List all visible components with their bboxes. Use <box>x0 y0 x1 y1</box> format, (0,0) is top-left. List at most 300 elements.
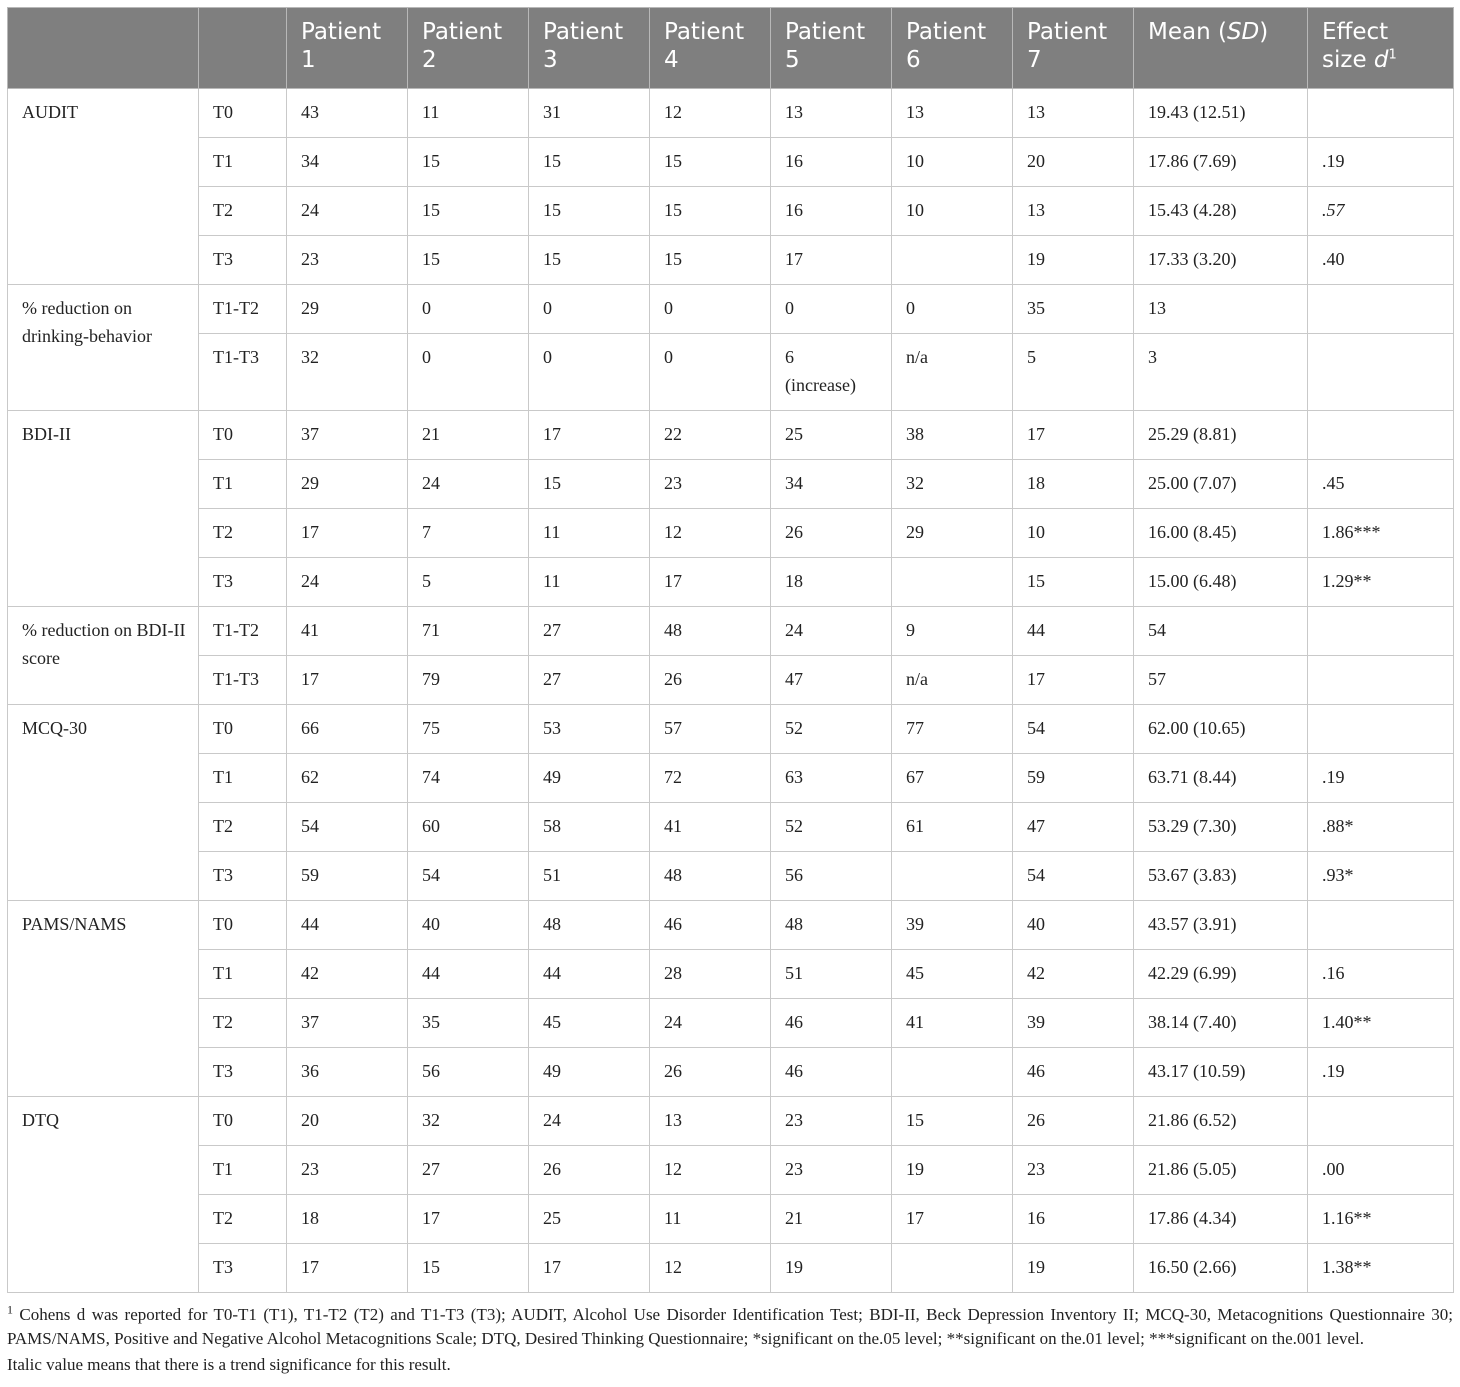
patient-5-value: 19 <box>771 1244 892 1293</box>
header-patient-1-line1: Patient <box>301 19 382 45</box>
patient-5-value: 16 <box>771 138 892 187</box>
timepoint-cell: T1-T2 <box>199 607 287 656</box>
table-row <box>8 803 1454 852</box>
effect-size-cell: .40 <box>1308 236 1454 285</box>
table-row <box>8 1097 1454 1146</box>
timepoint-cell: T1 <box>199 138 287 187</box>
patient-6-value: 13 <box>892 89 1013 138</box>
patient-6-value <box>892 236 1013 285</box>
patient-6-value: 29 <box>892 509 1013 558</box>
patient-6-value: 17 <box>892 1195 1013 1244</box>
patient-2-value: 0 <box>408 334 529 411</box>
table-row <box>8 509 1454 558</box>
measure-label: AUDIT <box>8 89 199 285</box>
mean-sd-cell: 53.67 (3.83) <box>1134 852 1308 901</box>
patient-1-value: 36 <box>287 1048 408 1097</box>
effect-size-cell: .19 <box>1308 754 1454 803</box>
effect-size-cell: .19 <box>1308 138 1454 187</box>
patient-5-value: 6 (increase) <box>771 334 892 411</box>
measure-label: BDI-II <box>8 411 199 607</box>
header-mean-post: ) <box>1259 19 1269 45</box>
effect-size-cell <box>1308 705 1454 754</box>
patient-7-value: 46 <box>1013 1048 1134 1097</box>
patient-2-value: 35 <box>408 999 529 1048</box>
patient-6-value: 67 <box>892 754 1013 803</box>
table-row <box>8 138 1454 187</box>
timepoint-cell: T3 <box>199 558 287 607</box>
timepoint-cell: T1-T3 <box>199 334 287 411</box>
mean-sd-cell: 54 <box>1134 607 1308 656</box>
table-row <box>8 236 1454 285</box>
patient-7-value: 16 <box>1013 1195 1134 1244</box>
mean-sd-cell: 38.14 (7.40) <box>1134 999 1308 1048</box>
timepoint-cell: T3 <box>199 1048 287 1097</box>
patient-3-value: 48 <box>529 901 650 950</box>
patient-3-value: 27 <box>529 656 650 705</box>
header-patient-3-line2: 3 <box>543 47 558 73</box>
patient-3-value: 0 <box>529 285 650 334</box>
patient-2-value: 24 <box>408 460 529 509</box>
table-row <box>8 1195 1454 1244</box>
patient-6-value: 41 <box>892 999 1013 1048</box>
patient-2-value: 15 <box>408 1244 529 1293</box>
table-row <box>8 705 1454 754</box>
timepoint-cell: T3 <box>199 852 287 901</box>
patient-2-value: 15 <box>408 236 529 285</box>
patient-2-value: 5 <box>408 558 529 607</box>
patient-4-value: 17 <box>650 558 771 607</box>
effect-size-cell: .00 <box>1308 1146 1454 1195</box>
table-row <box>8 334 1454 411</box>
table-row <box>8 1244 1454 1293</box>
mean-sd-cell: 19.43 (12.51) <box>1134 89 1308 138</box>
mean-sd-cell: 17.86 (7.69) <box>1134 138 1308 187</box>
timepoint-cell: T2 <box>199 187 287 236</box>
header-patient-4-line1: Patient <box>664 19 745 45</box>
patient-7-value: 42 <box>1013 950 1134 999</box>
patient-5-value: 51 <box>771 950 892 999</box>
header-patient-7 <box>1013 8 1134 89</box>
header-mean <box>1134 8 1308 89</box>
patient-4-value: 48 <box>650 852 771 901</box>
patient-3-value: 53 <box>529 705 650 754</box>
table-row <box>8 460 1454 509</box>
effect-size-cell: .45 <box>1308 460 1454 509</box>
patient-7-value: 18 <box>1013 460 1134 509</box>
mean-sd-cell: 3 <box>1134 334 1308 411</box>
patient-6-value <box>892 1048 1013 1097</box>
table-row <box>8 754 1454 803</box>
patient-4-value: 0 <box>650 285 771 334</box>
patient-4-value: 28 <box>650 950 771 999</box>
patient-1-value: 24 <box>287 187 408 236</box>
patient-2-value: 40 <box>408 901 529 950</box>
measure-label: PAMS/NAMS <box>8 901 199 1097</box>
patient-4-value: 11 <box>650 1195 771 1244</box>
patient-2-value: 0 <box>408 285 529 334</box>
patient-7-value: 10 <box>1013 509 1134 558</box>
timepoint-cell: T0 <box>199 89 287 138</box>
timepoint-cell: T0 <box>199 901 287 950</box>
patient-5-value: 18 <box>771 558 892 607</box>
patient-4-value: 72 <box>650 754 771 803</box>
patient-5-value: 46 <box>771 1048 892 1097</box>
effect-size-cell: 1.38** <box>1308 1244 1454 1293</box>
patient-6-value <box>892 558 1013 607</box>
effect-size-cell <box>1308 411 1454 460</box>
patient-4-value: 57 <box>650 705 771 754</box>
timepoint-cell: T0 <box>199 411 287 460</box>
patient-3-value: 17 <box>529 411 650 460</box>
patient-1-value: 32 <box>287 334 408 411</box>
patient-1-value: 42 <box>287 950 408 999</box>
patient-1-value: 43 <box>287 89 408 138</box>
patient-6-value: 61 <box>892 803 1013 852</box>
patient-2-value: 21 <box>408 411 529 460</box>
table-row <box>8 1146 1454 1195</box>
patient-2-value: 15 <box>408 187 529 236</box>
patient-7-value: 40 <box>1013 901 1134 950</box>
patient-4-value: 22 <box>650 411 771 460</box>
patient-4-value: 15 <box>650 187 771 236</box>
patient-3-value: 27 <box>529 607 650 656</box>
patient-4-value: 13 <box>650 1097 771 1146</box>
mean-sd-cell: 16.50 (2.66) <box>1134 1244 1308 1293</box>
header-row <box>8 8 1454 89</box>
timepoint-cell: T1-T3 <box>199 656 287 705</box>
patient-6-value: 9 <box>892 607 1013 656</box>
header-patient-5-line2: 5 <box>785 47 800 73</box>
patient-4-value: 41 <box>650 803 771 852</box>
patient-5-value: 46 <box>771 999 892 1048</box>
patient-3-value: 26 <box>529 1146 650 1195</box>
patient-5-value: 23 <box>771 1146 892 1195</box>
patient-2-value: 74 <box>408 754 529 803</box>
patient-4-value: 26 <box>650 1048 771 1097</box>
effect-size-cell: .93* <box>1308 852 1454 901</box>
patient-7-value: 35 <box>1013 285 1134 334</box>
patient-2-value: 27 <box>408 1146 529 1195</box>
effect-size-cell: 1.86*** <box>1308 509 1454 558</box>
patient-2-value: 54 <box>408 852 529 901</box>
timepoint-cell: T0 <box>199 705 287 754</box>
mean-sd-cell: 25.00 (7.07) <box>1134 460 1308 509</box>
patient-5-value: 25 <box>771 411 892 460</box>
patient-3-value: 15 <box>529 187 650 236</box>
mean-sd-cell: 17.86 (4.34) <box>1134 1195 1308 1244</box>
patient-3-value: 11 <box>529 509 650 558</box>
patient-5-value: 47 <box>771 656 892 705</box>
timepoint-cell: T1 <box>199 950 287 999</box>
patient-1-value: 29 <box>287 460 408 509</box>
patient-1-value: 34 <box>287 138 408 187</box>
patient-6-value: 15 <box>892 1097 1013 1146</box>
results-table-container <box>7 7 1453 1377</box>
mean-sd-cell: 15.43 (4.28) <box>1134 187 1308 236</box>
patient-1-value: 17 <box>287 1244 408 1293</box>
table-body <box>8 89 1454 1293</box>
patient-1-value: 23 <box>287 1146 408 1195</box>
footnote-marker: 1 <box>7 1302 13 1317</box>
patient-3-value: 0 <box>529 334 650 411</box>
patient-1-value: 41 <box>287 607 408 656</box>
header-patient-6-line1: Patient <box>906 19 987 45</box>
header-patient-1 <box>287 8 408 89</box>
patient-2-value: 44 <box>408 950 529 999</box>
footnote-text: Cohens d was reported for T0-T1 (T1), T1-T2 (T2) and T1-T3 (T3); AUDIT, Alcohol Use Disorder Identification Test; BDI-II, Beck Depression Inventory II; MCQ-30, Metacognitions Questionnaire 30; PAMS/NAMS, Positive and Negative Alcohol Metacognitions Scale; DTQ, Desired Thinking Questionnaire; *significant on the.05 level; **significant on the.01 level; ***significant on the.001 level. <box>7 1305 1454 1348</box>
patient-1-value: 23 <box>287 236 408 285</box>
header-patient-2-line2: 2 <box>422 47 437 73</box>
patient-1-value: 20 <box>287 1097 408 1146</box>
patient-3-value: 24 <box>529 1097 650 1146</box>
patient-2-value: 75 <box>408 705 529 754</box>
patient-6-value: 10 <box>892 187 1013 236</box>
patient-3-value: 15 <box>529 138 650 187</box>
header-patient-3 <box>529 8 650 89</box>
patient-7-value: 13 <box>1013 187 1134 236</box>
patient-6-value <box>892 1244 1013 1293</box>
table-row <box>8 901 1454 950</box>
patient-7-value: 20 <box>1013 138 1134 187</box>
patient-4-value: 15 <box>650 236 771 285</box>
timepoint-cell: T3 <box>199 1244 287 1293</box>
patient-7-value: 19 <box>1013 1244 1134 1293</box>
effect-size-cell <box>1308 1097 1454 1146</box>
mean-sd-cell: 21.86 (5.05) <box>1134 1146 1308 1195</box>
header-effect-size <box>1308 8 1454 89</box>
patient-5-value: 24 <box>771 607 892 656</box>
patient-1-value: 18 <box>287 1195 408 1244</box>
patient-1-value: 24 <box>287 558 408 607</box>
header-patient-4 <box>650 8 771 89</box>
measure-label: % reduction on BDI-II score <box>8 607 199 705</box>
patient-6-value: n/a <box>892 334 1013 411</box>
effect-size-cell: 1.29** <box>1308 558 1454 607</box>
patient-4-value: 0 <box>650 334 771 411</box>
table-row <box>8 999 1454 1048</box>
patient-2-value: 15 <box>408 138 529 187</box>
mean-sd-cell: 57 <box>1134 656 1308 705</box>
timepoint-cell: T3 <box>199 236 287 285</box>
patient-2-value: 11 <box>408 89 529 138</box>
patient-1-value: 66 <box>287 705 408 754</box>
effect-size-cell: .57 <box>1308 187 1454 236</box>
patient-3-value: 45 <box>529 999 650 1048</box>
patient-6-value: n/a <box>892 656 1013 705</box>
effect-size-cell <box>1308 901 1454 950</box>
table-row <box>8 558 1454 607</box>
header-patient-1-line2: 1 <box>301 47 316 73</box>
patient-4-value: 12 <box>650 89 771 138</box>
patient-6-value: 38 <box>892 411 1013 460</box>
mean-sd-cell: 17.33 (3.20) <box>1134 236 1308 285</box>
italic-note: Italic value means that there is a trend significance for this result. <box>7 1355 451 1374</box>
patient-6-value: 45 <box>892 950 1013 999</box>
header-measure-cell <box>8 8 199 89</box>
header-patient-5-line1: Patient <box>785 19 866 45</box>
timepoint-cell: T1 <box>199 1146 287 1195</box>
table-row <box>8 89 1454 138</box>
patient-6-value: 0 <box>892 285 1013 334</box>
timepoint-cell: T2 <box>199 1195 287 1244</box>
mean-sd-cell: 15.00 (6.48) <box>1134 558 1308 607</box>
table-row <box>8 656 1454 705</box>
effect-size-cell <box>1308 656 1454 705</box>
patient-3-value: 49 <box>529 754 650 803</box>
patient-6-value <box>892 852 1013 901</box>
header-patient-2 <box>408 8 529 89</box>
patient-7-value: 13 <box>1013 89 1134 138</box>
mean-sd-cell: 43.57 (3.91) <box>1134 901 1308 950</box>
header-patient-7-line1: Patient <box>1027 19 1108 45</box>
timepoint-cell: T0 <box>199 1097 287 1146</box>
patient-4-value: 12 <box>650 1244 771 1293</box>
timepoint-cell: T2 <box>199 999 287 1048</box>
timepoint-cell: T1-T2 <box>199 285 287 334</box>
patient-7-value: 23 <box>1013 1146 1134 1195</box>
mean-sd-cell: 42.29 (6.99) <box>1134 950 1308 999</box>
patient-3-value: 58 <box>529 803 650 852</box>
patient-5-value: 13 <box>771 89 892 138</box>
timepoint-cell: T2 <box>199 803 287 852</box>
patient-2-value: 56 <box>408 1048 529 1097</box>
header-effect-sup: 1 <box>1388 47 1397 63</box>
patient-6-value: 10 <box>892 138 1013 187</box>
patient-1-value: 44 <box>287 901 408 950</box>
patient-7-value: 26 <box>1013 1097 1134 1146</box>
patient-7-value: 17 <box>1013 411 1134 460</box>
mean-sd-cell: 25.29 (8.81) <box>1134 411 1308 460</box>
mean-sd-cell: 16.00 (8.45) <box>1134 509 1308 558</box>
header-mean-italic: SD <box>1226 19 1260 45</box>
patient-6-value: 39 <box>892 901 1013 950</box>
mean-sd-cell: 62.00 (10.65) <box>1134 705 1308 754</box>
patient-3-value: 25 <box>529 1195 650 1244</box>
footnote <box>7 1303 1453 1351</box>
effect-size-cell: .16 <box>1308 950 1454 999</box>
patient-4-value: 48 <box>650 607 771 656</box>
timepoint-cell: T2 <box>199 509 287 558</box>
mean-sd-cell: 53.29 (7.30) <box>1134 803 1308 852</box>
patient-2-value: 32 <box>408 1097 529 1146</box>
header-patient-4-line2: 4 <box>664 47 679 73</box>
patient-4-value: 15 <box>650 138 771 187</box>
patient-2-value: 17 <box>408 1195 529 1244</box>
patient-5-value: 48 <box>771 901 892 950</box>
patient-5-value: 26 <box>771 509 892 558</box>
patient-5-value: 21 <box>771 1195 892 1244</box>
patient-7-value: 15 <box>1013 558 1134 607</box>
header-patient-7-line2: 7 <box>1027 47 1042 73</box>
table-row <box>8 607 1454 656</box>
mean-sd-cell: 63.71 (8.44) <box>1134 754 1308 803</box>
patient-7-value: 54 <box>1013 852 1134 901</box>
patient-3-value: 31 <box>529 89 650 138</box>
patient-7-value: 59 <box>1013 754 1134 803</box>
mean-sd-cell: 21.86 (6.52) <box>1134 1097 1308 1146</box>
patient-1-value: 54 <box>287 803 408 852</box>
patient-3-value: 49 <box>529 1048 650 1097</box>
patient-7-value: 19 <box>1013 236 1134 285</box>
patient-5-value: 52 <box>771 803 892 852</box>
table-row <box>8 852 1454 901</box>
mean-sd-cell: 13 <box>1134 285 1308 334</box>
patient-2-value: 7 <box>408 509 529 558</box>
patient-4-value: 26 <box>650 656 771 705</box>
patient-7-value: 47 <box>1013 803 1134 852</box>
effect-size-cell: 1.40** <box>1308 999 1454 1048</box>
patient-3-value: 11 <box>529 558 650 607</box>
patient-5-value: 23 <box>771 1097 892 1146</box>
patient-1-value: 17 <box>287 509 408 558</box>
patient-5-value: 17 <box>771 236 892 285</box>
patient-7-value: 5 <box>1013 334 1134 411</box>
patient-4-value: 12 <box>650 1146 771 1195</box>
patient-5-value: 52 <box>771 705 892 754</box>
patient-3-value: 15 <box>529 236 650 285</box>
header-effect-line2: size <box>1322 47 1374 73</box>
patient-3-value: 15 <box>529 460 650 509</box>
results-table <box>7 7 1454 1293</box>
effect-size-cell <box>1308 285 1454 334</box>
effect-size-cell: .19 <box>1308 1048 1454 1097</box>
measure-label: DTQ <box>8 1097 199 1293</box>
patient-1-value: 37 <box>287 999 408 1048</box>
effect-size-cell <box>1308 89 1454 138</box>
table-row <box>8 285 1454 334</box>
effect-size-cell <box>1308 607 1454 656</box>
patient-2-value: 79 <box>408 656 529 705</box>
patient-7-value: 17 <box>1013 656 1134 705</box>
header-mean-pre: Mean ( <box>1148 19 1227 45</box>
patient-4-value: 23 <box>650 460 771 509</box>
header-patient-3-line1: Patient <box>543 19 624 45</box>
header-time-cell <box>199 8 287 89</box>
timepoint-cell: T1 <box>199 754 287 803</box>
patient-1-value: 17 <box>287 656 408 705</box>
header-patient-5 <box>771 8 892 89</box>
table-row <box>8 1048 1454 1097</box>
patient-1-value: 59 <box>287 852 408 901</box>
patient-3-value: 44 <box>529 950 650 999</box>
mean-sd-cell: 43.17 (10.59) <box>1134 1048 1308 1097</box>
header-effect-italic: d <box>1373 47 1389 73</box>
patient-5-value: 63 <box>771 754 892 803</box>
patient-5-value: 34 <box>771 460 892 509</box>
patient-1-value: 37 <box>287 411 408 460</box>
patient-3-value: 51 <box>529 852 650 901</box>
patient-4-value: 46 <box>650 901 771 950</box>
patient-7-value: 39 <box>1013 999 1134 1048</box>
effect-size-cell: 1.16** <box>1308 1195 1454 1244</box>
table-row <box>8 950 1454 999</box>
patient-5-value: 56 <box>771 852 892 901</box>
patient-6-value: 19 <box>892 1146 1013 1195</box>
patient-2-value: 71 <box>408 607 529 656</box>
patient-4-value: 12 <box>650 509 771 558</box>
timepoint-cell: T1 <box>199 460 287 509</box>
patient-3-value: 17 <box>529 1244 650 1293</box>
header-patient-6-line2: 6 <box>906 47 921 73</box>
effect-size-cell: .88* <box>1308 803 1454 852</box>
measure-label: % reduction on drinking-behavior <box>8 285 199 411</box>
effect-size-cell <box>1308 334 1454 411</box>
header-effect-line1: Effect <box>1322 19 1389 45</box>
patient-2-value: 60 <box>408 803 529 852</box>
header-patient-2-line1: Patient <box>422 19 503 45</box>
patient-5-value: 16 <box>771 187 892 236</box>
patient-4-value: 24 <box>650 999 771 1048</box>
